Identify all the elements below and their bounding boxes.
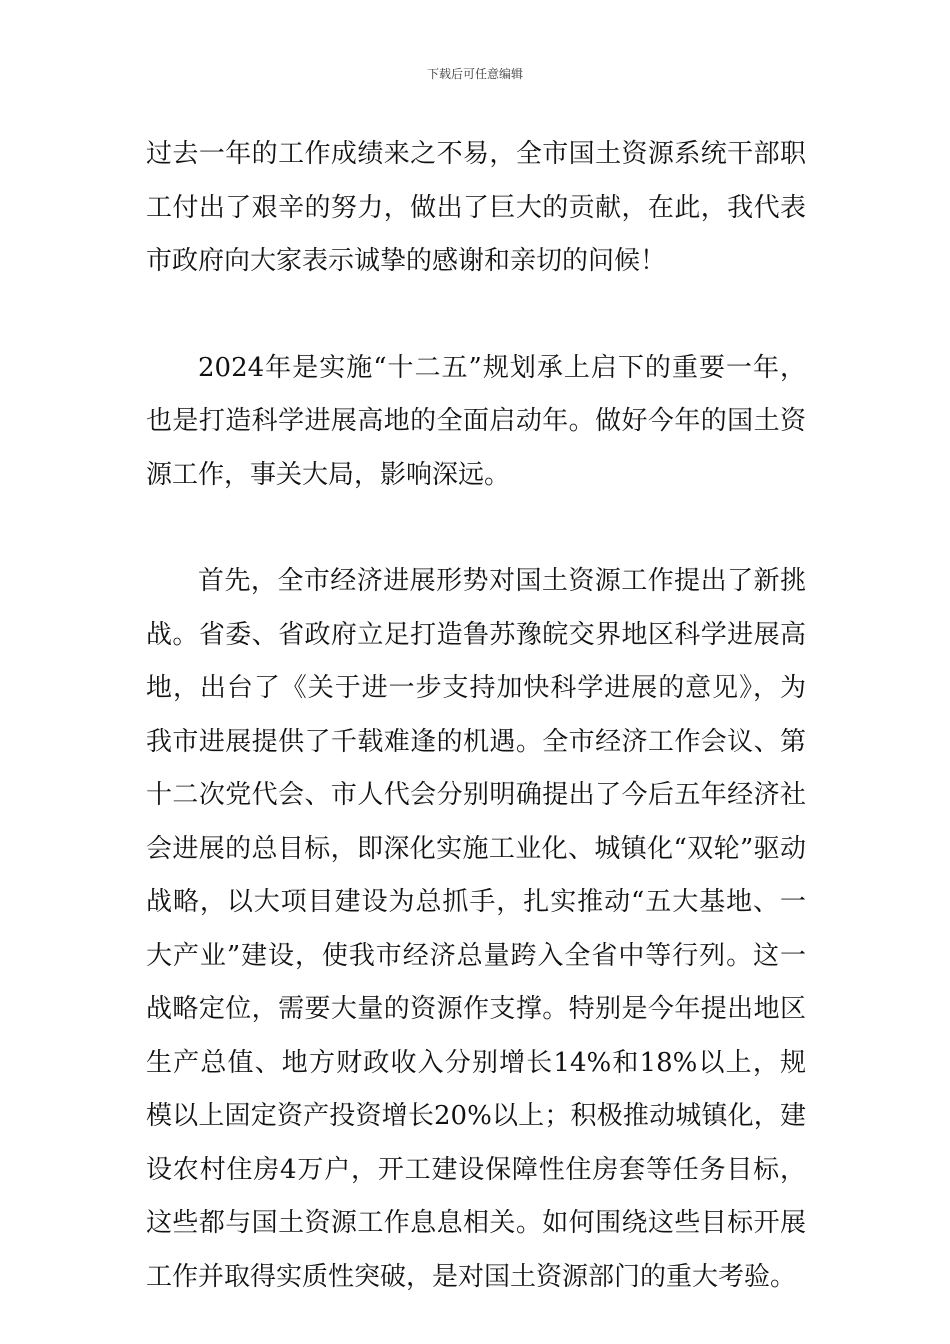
header-note: 下载后可任意编辑 bbox=[426, 67, 523, 81]
document-body bbox=[146, 128, 806, 1304]
paragraph-year-overview: 2024年是实施“十二五”规划承上启下的重要一年，也是打造科学进展高地的全面启动年。做好今年的国土资源工作，事关大局，影响深远。 bbox=[146, 352, 806, 490]
page-header bbox=[0, 66, 950, 82]
paragraph-economic-challenge: 首先，全市经济进展形势对国土资源工作提出了新挑战。省委、省政府立足打造鲁苏豫皖交界地区科学进展高地，出台了《关于进一步支持加快科学进展的意见》，为我市进展提供了千载难逢的机遇。全市经济工作会议、第十二次党代会、市人代会分别明确提出了今后五年经济社会进展的总目标，即深化实施工业化、城镇化“双轮”驱动战略，以大项目建设为总抓手，扎实推动“五大基地、一大产业”建设，使我市经济总量跨入全省中等行列。这一战略定位，需要大量的资源作支撑。特别是今年提出地区生产总值、地方财政收入分别增长14%和18%以上，规模以上固定资产投资增长20%以上；积极推动城镇化，建设农村住房4万户，开工建设保障性住房套等任务目标，这些都与国土资源工作息息相关。如何围绕这些目标开展工作并取得实质性突破，是对国土资源部门的重大考验。 bbox=[146, 566, 806, 1292]
paragraph-thanks: 过去一年的工作成绩来之不易，全市国土资源系统干部职工付出了艰辛的努力，做出了巨大的贡献，在此，我代表市政府向大家表示诚挚的感谢和亲切的问候！ bbox=[146, 139, 806, 276]
